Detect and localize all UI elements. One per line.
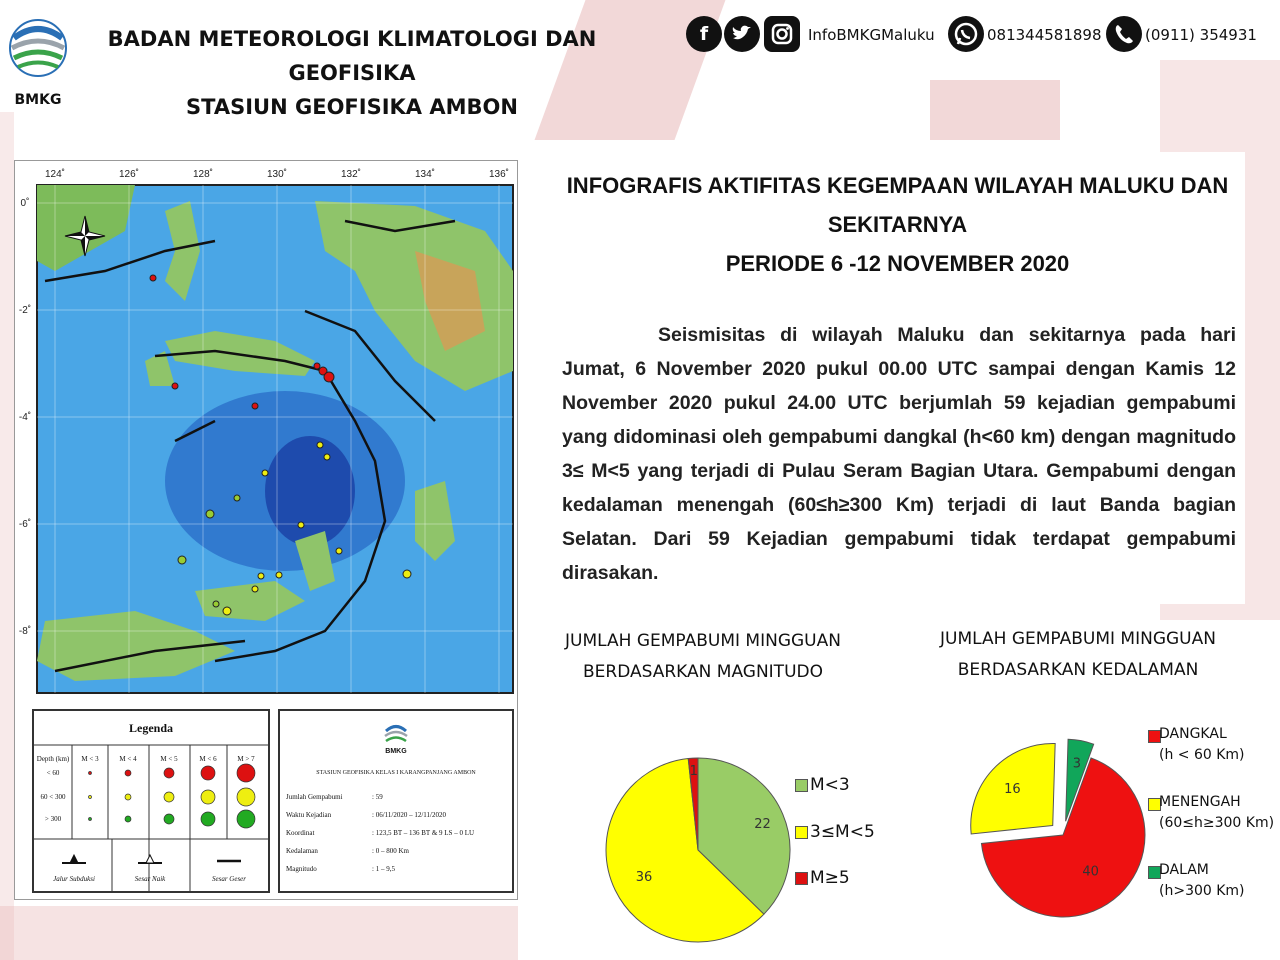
infographic-title bbox=[550, 166, 1245, 283]
title-line-1: INFOGRAFIS AKTIFITAS KEGEMPAAN WILAYAH MALUKU DAN bbox=[566, 173, 1229, 198]
whatsapp-icon[interactable] bbox=[948, 16, 984, 52]
epicenter-shallow bbox=[172, 383, 178, 389]
epicenter-intermediate bbox=[262, 470, 268, 476]
phone-number[interactable]: (0911) 354931 bbox=[1145, 26, 1257, 44]
legend-swatch-m-3-5 bbox=[795, 826, 808, 839]
infobox-label: Kedalaman bbox=[286, 847, 318, 855]
latitude-label: -8˚ bbox=[18, 626, 32, 637]
pie-data-label: 1 bbox=[689, 764, 698, 780]
latitude-labels bbox=[19, 197, 31, 637]
infobox-label: Magnitudo bbox=[286, 865, 317, 873]
header bbox=[0, 0, 1280, 119]
legend-column-header: M < 5 bbox=[160, 755, 178, 763]
seismicity-description: Seismisitas di wilayah Maluku dan sekitarnya pada hari Jumat, 6 November 2020 pukul 00.00 UTC sampai dengan Kamis 12 November 2020 pukul 24.00 UTC berjumlah 59 kejadian gempabumi yang didominasi oleh gempabumi dangkal (h<60 km) dengan magnitudo 3≤ M<5 yang terjadi di Pulau Seram Bagian Utara. Gempabumi dengan kedalaman menengah (60≤h≥300 Km) terjadi di laut Banda bagian Selatan. Dari 59 Kejadian gempabumi tidak terdapat gempabumi dirasakan. bbox=[562, 324, 1236, 584]
pie-data-label: 3 bbox=[1072, 756, 1082, 772]
epicenter-shallow bbox=[150, 275, 156, 281]
station-info-graphic bbox=[280, 711, 512, 891]
epicenter-intermediate bbox=[336, 548, 342, 554]
epicenter-shallow bbox=[252, 403, 258, 409]
charts-panel bbox=[518, 620, 1280, 960]
legend-depth-label: < 60 bbox=[46, 769, 60, 777]
legend-category: MENENGAH bbox=[1159, 794, 1241, 810]
chart-title-line: JUMLAH GEMPABUMI MINGGUAN bbox=[940, 629, 1216, 649]
infobox-label: Jumlah Gempabumi bbox=[286, 793, 343, 801]
infobox-logo-text: BMKG bbox=[385, 748, 407, 755]
longitude-label: 134˚ bbox=[414, 169, 436, 180]
legend-note: (60≤h≥300 Km) bbox=[1159, 815, 1275, 831]
latitude-label: -4˚ bbox=[18, 412, 32, 423]
legend-swatch-m-ge-5 bbox=[795, 872, 808, 885]
epicenter-intermediate bbox=[317, 442, 323, 448]
legend-label: M<3 bbox=[810, 775, 850, 795]
legend-label: 3≤M<5 bbox=[810, 822, 875, 842]
longitude-label: 126˚ bbox=[118, 169, 140, 180]
longitude-label: 132˚ bbox=[340, 169, 362, 180]
fault-type-symbols bbox=[62, 855, 241, 863]
latitude-label: -6˚ bbox=[18, 519, 32, 530]
infobox-rows bbox=[286, 793, 474, 873]
instagram-icon[interactable] bbox=[764, 16, 800, 52]
pie-data-label: 36 bbox=[635, 870, 653, 886]
station-name: STASIUN GEOFISIKA AMBON bbox=[186, 95, 518, 119]
epicenter-shallow bbox=[324, 372, 334, 382]
epicenter-shallow bbox=[314, 363, 320, 369]
station-infobox bbox=[278, 709, 514, 893]
facebook-icon[interactable]: f bbox=[686, 16, 722, 52]
longitude-label: 128˚ bbox=[192, 169, 214, 180]
epicenter-deep bbox=[234, 495, 240, 501]
legend-fault-label: Sesar Naik bbox=[134, 875, 166, 883]
infobox-value: : 06/11/2020 – 12/11/2020 bbox=[372, 811, 446, 819]
magnitude-pie-chart bbox=[568, 710, 828, 960]
map-legend bbox=[32, 709, 270, 893]
whatsapp-number[interactable]: 081344581898 bbox=[987, 26, 1102, 44]
legend-grid bbox=[34, 711, 268, 891]
pie-data-label: 40 bbox=[1082, 864, 1099, 880]
twitter-icon[interactable] bbox=[724, 16, 760, 52]
epicenter-intermediate bbox=[324, 454, 330, 460]
bmkg-logo bbox=[385, 727, 407, 742]
phone-icon[interactable] bbox=[1106, 16, 1142, 52]
weber-deep bbox=[265, 436, 355, 546]
infobox-station: STASIUN GEOFISIKA KELAS I KARANGPANJANG AMBON bbox=[316, 770, 476, 776]
legend-category: DANGKAL bbox=[1159, 726, 1227, 742]
infobox-value: : 59 bbox=[372, 793, 383, 801]
epicenter-intermediate bbox=[276, 572, 282, 578]
epicenter-intermediate bbox=[223, 607, 231, 615]
legend-swatch-m-lt-3 bbox=[795, 779, 808, 792]
infobox-value: : 0 – 800 Km bbox=[372, 847, 409, 855]
pie-data-label: 16 bbox=[1004, 782, 1021, 798]
seismicity-map bbox=[15, 161, 517, 701]
longitude-label: 136˚ bbox=[488, 169, 510, 180]
infobox-value: : 123,5 BT – 136 BT & 9 LS – 0 LU bbox=[372, 829, 475, 837]
legend-label: M≥5 bbox=[810, 868, 850, 888]
social-handle[interactable]: InfoBMKGMaluku bbox=[808, 26, 935, 44]
legend-depth-label: 60 < 300 bbox=[40, 793, 66, 801]
legend-label bbox=[1159, 860, 1245, 902]
legend-symbols bbox=[89, 764, 256, 828]
logo-text: BMKG bbox=[14, 92, 62, 108]
legend-label bbox=[1159, 724, 1245, 766]
epicenter-intermediate bbox=[298, 522, 304, 528]
chart-title-line: BERDASARKAN MAGNITUDO bbox=[583, 662, 823, 682]
legend-depth-label: > 300 bbox=[44, 815, 62, 823]
longitude-labels bbox=[45, 168, 509, 180]
legend-fault-label: Jalur Subduksi bbox=[53, 875, 95, 883]
org-title bbox=[72, 22, 632, 124]
longitude-label: 130˚ bbox=[266, 169, 288, 180]
chart-title-line: BERDASARKAN KEDALAMAN bbox=[957, 660, 1199, 680]
infobox-value: : 1 – 9,5 bbox=[372, 865, 395, 873]
latitude-label: 0˚ bbox=[20, 198, 30, 209]
org-name: BADAN METEOROLOGI KLIMATOLOGI DAN GEOFISIKA bbox=[107, 27, 597, 85]
legend-category: DALAM bbox=[1159, 862, 1209, 878]
legend-column-header: Depth (km) bbox=[36, 755, 70, 763]
legend-fault-label: Sesar Geser bbox=[211, 875, 247, 883]
epicenter-deep bbox=[178, 556, 186, 564]
background-shape bbox=[0, 906, 520, 960]
bmkg-logo bbox=[8, 8, 68, 108]
pie-data-label: 22 bbox=[754, 816, 771, 832]
legend-label bbox=[1159, 792, 1274, 834]
epicenter-intermediate bbox=[252, 586, 258, 592]
latitude-label: -2˚ bbox=[18, 305, 32, 316]
background-shape bbox=[0, 112, 14, 960]
legend-title: Legenda bbox=[128, 721, 173, 735]
epicenter-deep bbox=[206, 510, 214, 518]
legend-column-header: M > 7 bbox=[237, 755, 255, 763]
title-line-2: SEKITARNYA bbox=[827, 212, 968, 237]
epicenter-intermediate bbox=[258, 573, 264, 579]
legend-column-header: M < 3 bbox=[81, 755, 99, 763]
chart-title-line: JUMLAH GEMPABUMI MINGGUAN bbox=[565, 631, 841, 651]
legend-column-header: M < 6 bbox=[199, 755, 217, 763]
period-title: PERIODE 6 -12 NOVEMBER 2020 bbox=[725, 251, 1070, 276]
longitude-label: 124˚ bbox=[44, 169, 66, 180]
legend-column-header: M < 4 bbox=[119, 755, 137, 763]
depth-pie-chart bbox=[948, 690, 1188, 940]
infobox-label: Waktu Kejadian bbox=[286, 811, 332, 819]
epicenter-deep bbox=[213, 601, 219, 607]
infobox-label: Koordinat bbox=[286, 829, 315, 837]
epicenter-intermediate bbox=[403, 570, 411, 578]
depth-chart-title bbox=[918, 624, 1238, 686]
magnitude-chart-title bbox=[528, 626, 878, 688]
legend-note: (h>300 Km) bbox=[1159, 883, 1245, 899]
legend-note: (h < 60 Km) bbox=[1159, 747, 1245, 763]
info-panel bbox=[550, 152, 1245, 604]
